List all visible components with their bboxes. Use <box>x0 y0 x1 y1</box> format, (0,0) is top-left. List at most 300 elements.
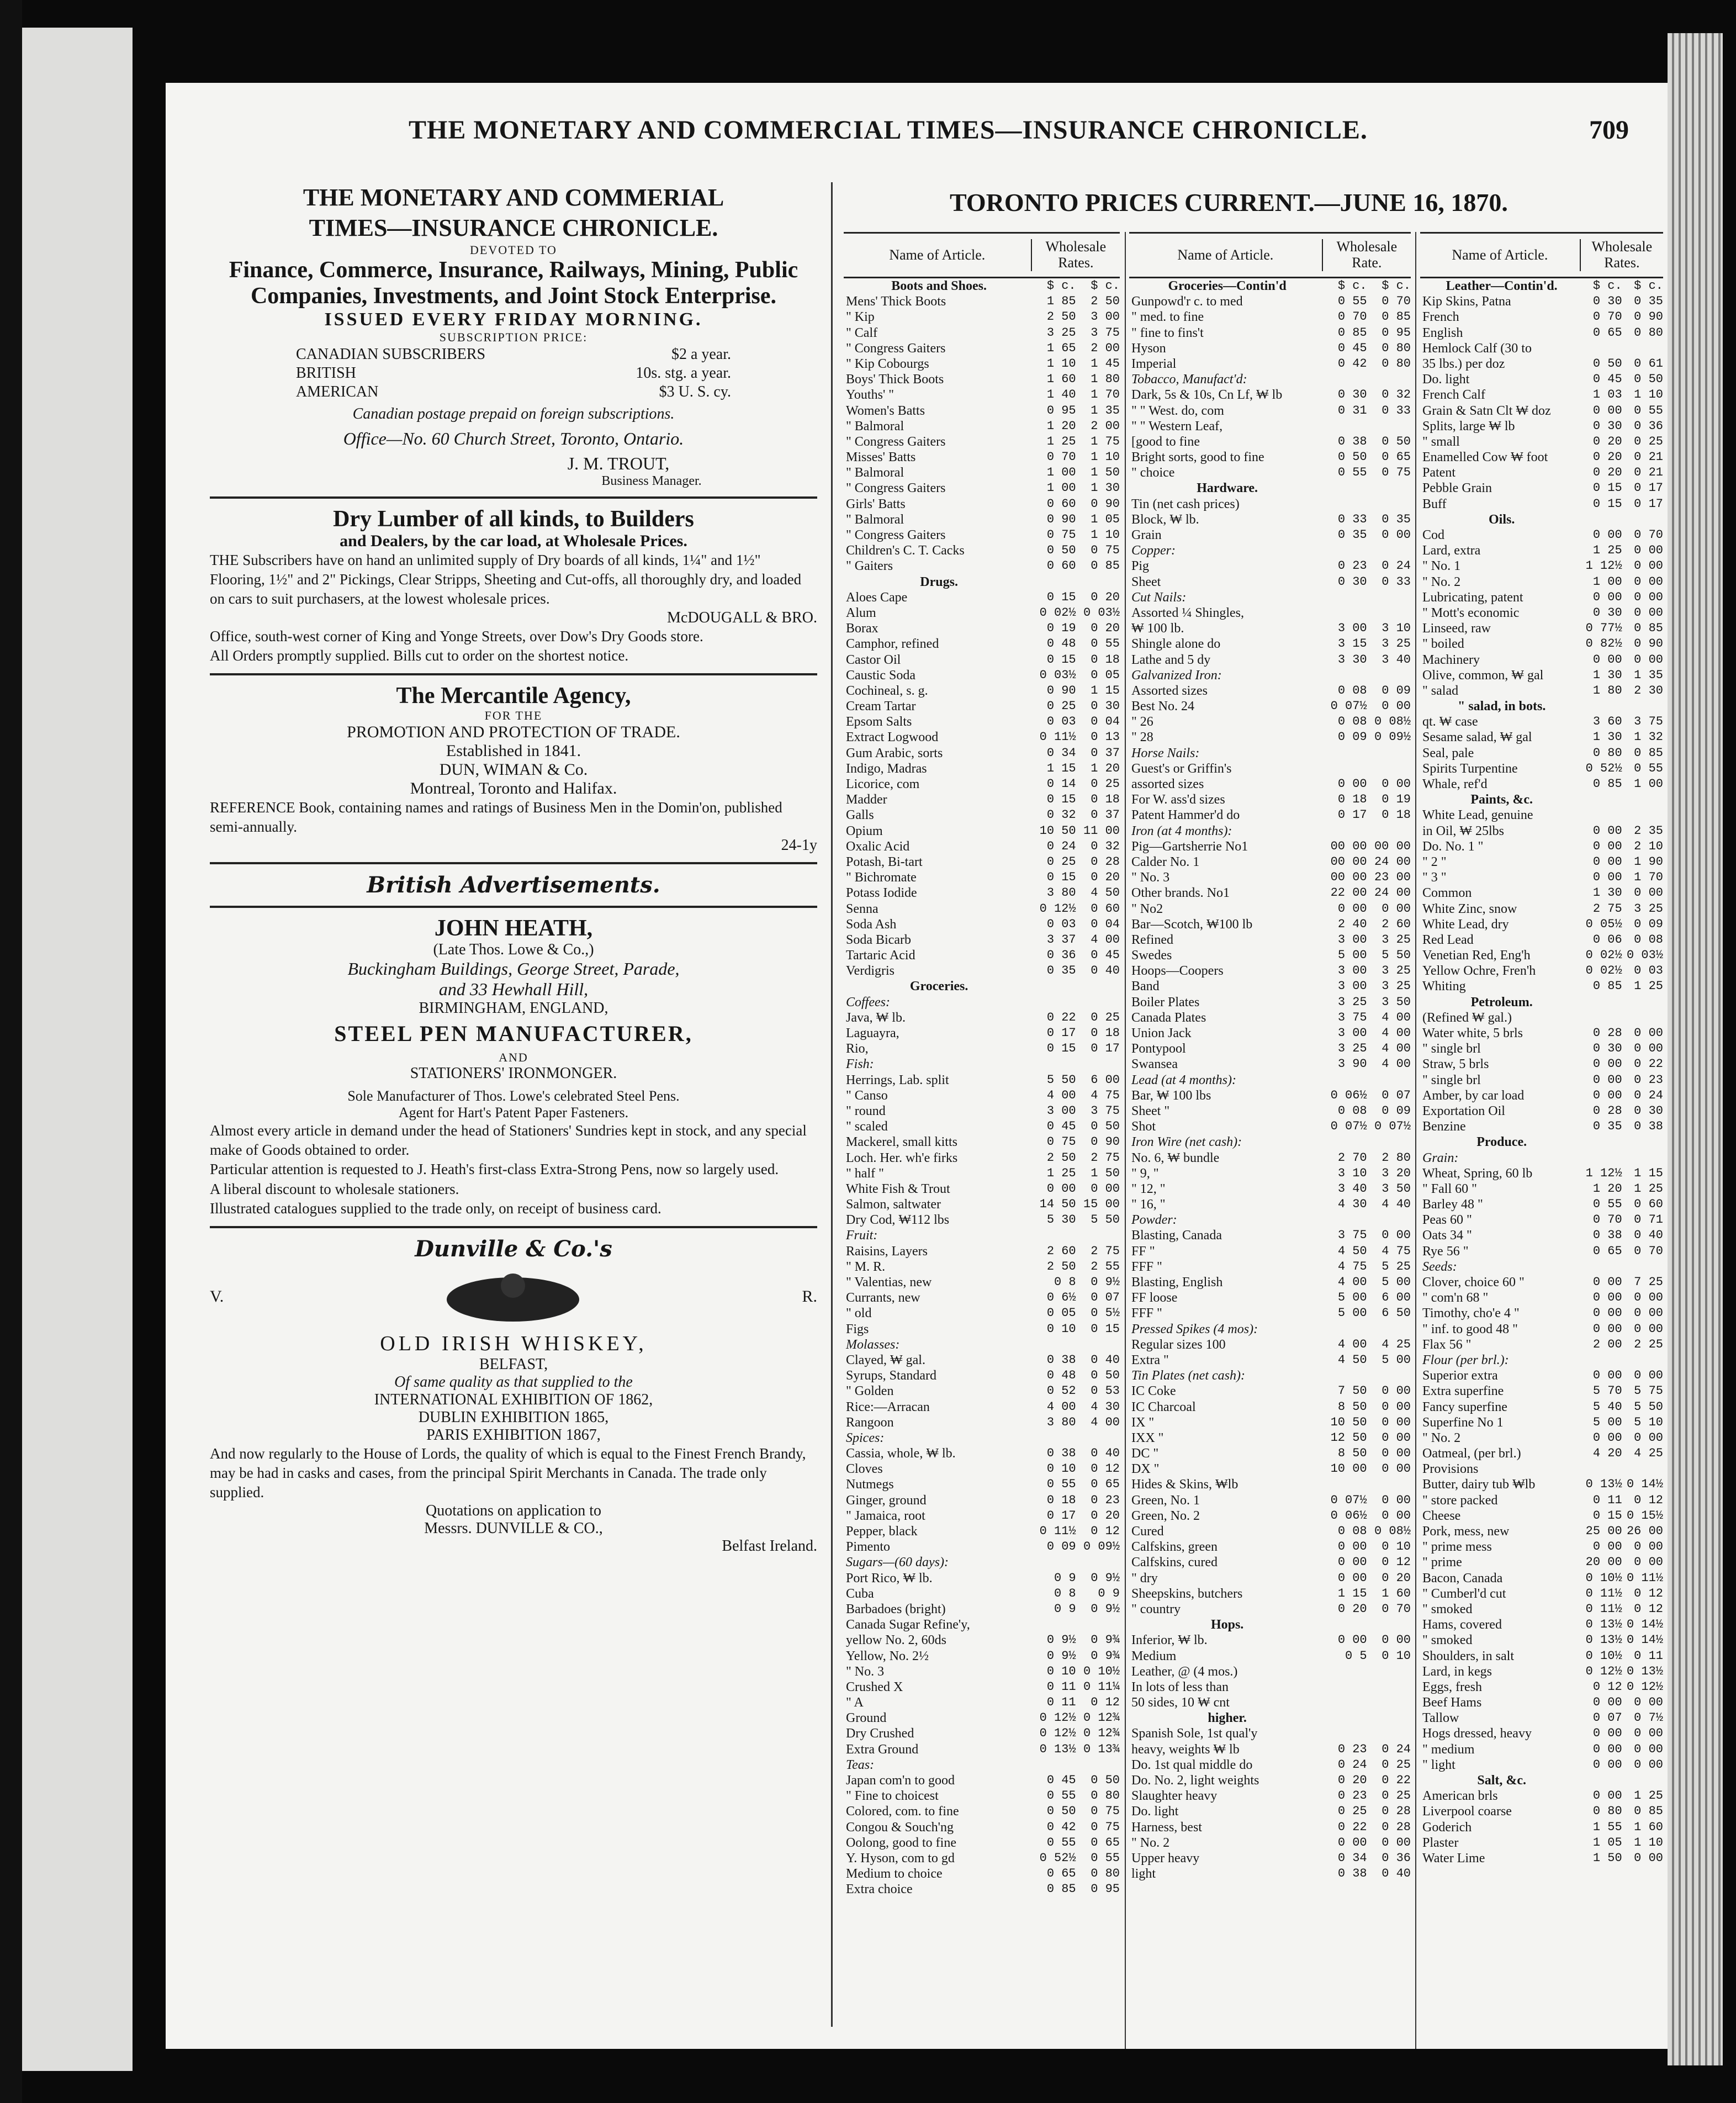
price-high: 0 00 <box>1634 1291 1663 1305</box>
price-low: 3 10 <box>1337 1166 1367 1180</box>
price-column-2 <box>1129 232 1411 2043</box>
article-name: Hogs dressed, heavy <box>1422 1726 1532 1741</box>
article-name: " Mott's economic <box>1422 605 1520 620</box>
article-name: Linseed, raw <box>1422 621 1491 636</box>
price-low: 0 23 <box>1337 1789 1367 1803</box>
article-name: Mackerel, small kitts <box>846 1135 957 1150</box>
article-name: Clover, choice 60 " <box>1422 1275 1525 1290</box>
letter-v: V. <box>210 1287 224 1306</box>
price-low: 0 20 <box>1592 434 1622 448</box>
price-high: 1 35 <box>1634 668 1663 682</box>
article-name: Herrings, Lab. split <box>846 1072 949 1087</box>
price-high: 0 12¾ <box>1083 1726 1120 1741</box>
price-low: 0 00 <box>1592 823 1622 838</box>
price-high: 0 20 <box>1382 1571 1411 1585</box>
article-name: Pig—Gartsherrie No1 <box>1131 839 1248 854</box>
article-name: In lots of less than <box>1131 1679 1229 1694</box>
agency-headline: The Mercantile Agency, <box>396 683 631 709</box>
price-low: 0 48 <box>1046 1368 1076 1383</box>
price-row <box>1129 1119 1411 1134</box>
price-high: 0 07 <box>1382 1088 1411 1102</box>
price-high: 0 28 <box>1382 1820 1411 1834</box>
price-high: 1 25 <box>1634 1789 1663 1803</box>
price-low: 0 15 <box>1046 590 1076 604</box>
article-name: Salmon, saltwater <box>846 1197 941 1212</box>
price-row <box>1129 1088 1411 1103</box>
price-row <box>844 356 1120 372</box>
price-row <box>1420 512 1663 527</box>
price-high: 0 10 <box>1382 1648 1411 1663</box>
price-low: 0 11 <box>1046 1679 1076 1694</box>
price-row <box>1129 1166 1411 1181</box>
price-row <box>844 1166 1120 1181</box>
article-name: Calfskins, cured <box>1131 1555 1218 1570</box>
price-low: 1 10 <box>1046 356 1076 371</box>
article-name: Syrups, Standard <box>846 1368 936 1383</box>
price-high: 0 9¾ <box>1091 1633 1120 1647</box>
price-low: 0 00 <box>1592 1726 1622 1741</box>
price-low: 3 00 <box>1337 1026 1367 1040</box>
article-name: " inf. to good 48 " <box>1422 1322 1518 1336</box>
price-low: 0 52½ <box>1585 761 1622 775</box>
article-name: 35 lbs.) per doz <box>1422 356 1505 371</box>
price-high: 4 30 <box>1091 1399 1120 1414</box>
article-name: Bacon, Canada <box>1422 1571 1503 1586</box>
price-high: 3 75 <box>1091 325 1120 340</box>
article-name: Tin Plates (net cash): <box>1131 1368 1245 1383</box>
article-name: " com'n 68 " <box>1422 1291 1489 1306</box>
price-low: 0 00 <box>1592 1540 1622 1554</box>
price-row <box>1129 1508 1411 1524</box>
price-low <box>1032 1555 1076 1570</box>
price-low: 1 03 <box>1592 388 1622 402</box>
lumber-headline: Dry Lumber of all kinds, to Builders <box>333 506 694 532</box>
price-low: 0 05 <box>1046 1306 1076 1320</box>
article-name: FF " <box>1131 1244 1155 1259</box>
price-high: 6 00 <box>1382 1291 1411 1305</box>
article-name: Do. 1st qual middle do <box>1131 1757 1253 1772</box>
article-name: Buff <box>1422 496 1447 511</box>
article-name: Girls' Batts <box>846 496 906 511</box>
price-low: 1 12½ <box>1585 559 1622 573</box>
price-low: 0 30 <box>1592 605 1622 620</box>
price-high <box>1076 1056 1120 1072</box>
article-name: White Fish & Trout <box>846 1181 950 1196</box>
price-row <box>844 419 1120 434</box>
price-low: 0 07½ <box>1330 1119 1367 1134</box>
article-name: " Bichromate <box>846 870 917 885</box>
running-title: THE MONETARY AND COMMERCIAL TIMES—INSURANCE CHRONICLE. <box>409 115 1368 145</box>
price-high: 1 60 <box>1382 1586 1411 1600</box>
price-high: 0 00 <box>1634 605 1663 620</box>
article-name: " " Western Leaf, <box>1131 419 1223 434</box>
article-name: Coffees: <box>846 995 890 1010</box>
article-name: Powder: <box>1131 1213 1177 1228</box>
price-row <box>1129 870 1411 885</box>
price-row <box>1129 574 1411 590</box>
price-low: 0 30 <box>1337 574 1367 589</box>
price-row <box>1129 1477 1411 1492</box>
price-high: 4 00 <box>1382 1057 1411 1071</box>
article-name: " store packed <box>1422 1493 1498 1508</box>
article-name: Extra superfine <box>1422 1384 1504 1399</box>
price-low: 0 15 <box>1046 1042 1076 1056</box>
subscription-price: $2 a year. <box>671 346 731 363</box>
price-high: 0 13½ <box>1626 1664 1663 1678</box>
price-high: 3 25 <box>1382 964 1411 978</box>
price-high: 4 00 <box>1382 1026 1411 1040</box>
price-high: 0 11 <box>1634 1648 1663 1663</box>
price-low <box>1323 1664 1367 1679</box>
price-low: 0 07½ <box>1330 1493 1367 1507</box>
price-low: 0 08 <box>1337 683 1367 698</box>
price-high: 0 12½ <box>1626 1679 1663 1694</box>
price-row <box>1129 325 1411 341</box>
price-low: 0 55 <box>1337 294 1367 309</box>
article-name: Cochineal, s. g. <box>846 683 928 698</box>
article-name: Sheet " <box>1131 1103 1170 1118</box>
article-name: Upper heavy <box>1131 1851 1200 1866</box>
article-name: Swedes <box>1131 948 1172 963</box>
article-name: Boys' Thick Boots <box>846 372 944 387</box>
price-low: 0 34 <box>1337 1851 1367 1865</box>
article-name: Fish: <box>846 1057 874 1072</box>
price-high: 0 55 <box>1091 1851 1120 1865</box>
price-row <box>1420 1430 1663 1446</box>
price-row <box>1420 1461 1663 1477</box>
price-row <box>1129 294 1411 309</box>
price-high: 0 80 <box>1091 1867 1120 1881</box>
price-low <box>1323 761 1367 776</box>
price-high: 1 15 <box>1634 1166 1663 1180</box>
price-row <box>844 1259 1120 1275</box>
price-high: 3 25 <box>1382 932 1411 947</box>
price-low <box>1581 1461 1622 1477</box>
price-low: 1 25 <box>1592 543 1622 558</box>
article-name: Petroleum. <box>1470 995 1533 1010</box>
article-name: Blasting, Canada <box>1131 1228 1222 1243</box>
article-name: Peas 60 " <box>1422 1213 1472 1228</box>
price-row <box>844 854 1120 870</box>
article-name: FFF " <box>1131 1306 1162 1321</box>
price-low: 1 85 <box>1046 294 1076 309</box>
price-row <box>1129 1851 1411 1866</box>
price-row <box>1129 1866 1411 1882</box>
price-low: 2 00 <box>1592 1337 1622 1351</box>
article-name: Timothy, cho'e 4 " <box>1422 1306 1520 1321</box>
article-name: " 26 <box>1131 715 1153 730</box>
price-low: 1 00 <box>1592 574 1622 589</box>
price-high <box>1622 1150 1663 1166</box>
price-row <box>1129 278 1411 294</box>
price-row <box>1129 917 1411 932</box>
price-high: 0 85 <box>1634 621 1663 636</box>
price-row <box>1129 450 1411 465</box>
article-name: " prime mess <box>1422 1540 1492 1555</box>
price-high: 0 53 <box>1091 1384 1120 1398</box>
price-high: 0 00 <box>1634 1726 1663 1741</box>
price-low: 0 70 <box>1592 1213 1622 1227</box>
price-row <box>1129 1679 1411 1695</box>
price-row <box>1420 948 1663 963</box>
price-row <box>1129 1617 1411 1632</box>
price-high: 11 00 <box>1083 823 1120 838</box>
price-low: 2 75 <box>1592 901 1622 916</box>
price-low: 0 12½ <box>1039 1726 1076 1741</box>
price-low: 0 19 <box>1046 621 1076 636</box>
article-name: " smoked <box>1422 1602 1473 1616</box>
article-name: Castor Oil <box>846 652 901 667</box>
article-name: [good to fine <box>1131 434 1200 449</box>
article-name: Assorted sizes <box>1131 683 1208 698</box>
price-row <box>1129 543 1411 558</box>
article-name: No. 6, ₩ bundle <box>1131 1150 1220 1165</box>
price-row <box>844 1010 1120 1026</box>
price-high: 0 12¾ <box>1083 1711 1120 1725</box>
price-high <box>1622 1461 1663 1477</box>
price-high: 5 75 <box>1634 1384 1663 1398</box>
price-high: 0 9½ <box>1091 1571 1120 1585</box>
price-low: 0 55 <box>1046 1835 1076 1850</box>
price-low: 0 30 <box>1592 419 1622 433</box>
price-high <box>1076 1337 1120 1352</box>
price-header <box>1420 232 1663 278</box>
price-low: 0 5 <box>1345 1648 1367 1663</box>
price-low <box>1581 1773 1622 1788</box>
article-name: Calfskins, green <box>1131 1540 1218 1555</box>
price-row <box>1420 1212 1663 1228</box>
price-high: 0 18 <box>1382 808 1411 822</box>
lumber-body: THE Subscribers have on hand an unlimited supply of Dry boards of all kinds, 1¼" and 1½" Flooring, 1½" and 2" Pickings, Clear Stripps, Sheeting and Cut-offs, all thoroughly dry, and loaded on cars to suit purchasers, at the lowest wholesale prices. <box>210 552 802 607</box>
article-name: Raisins, Layers <box>846 1244 928 1259</box>
price-row <box>1129 480 1411 496</box>
price-row <box>844 1602 1120 1617</box>
price-high: 0 30 <box>1091 699 1120 714</box>
price-row <box>1420 746 1663 761</box>
price-low: $ c. <box>1592 279 1622 293</box>
price-high: 0 75 <box>1382 466 1411 480</box>
price-high: 0 9½ <box>1091 1275 1120 1289</box>
price-row <box>844 465 1120 480</box>
price-low <box>1032 1337 1076 1352</box>
article-name: DC " <box>1131 1446 1159 1461</box>
price-row <box>1420 403 1663 419</box>
price-row <box>1420 1134 1663 1150</box>
price-low: 25 00 <box>1585 1524 1622 1538</box>
price-low: 4 00 <box>1337 1337 1367 1351</box>
price-low: 0 38 <box>1337 434 1367 448</box>
article-name: Lard, in kegs <box>1422 1664 1492 1679</box>
price-row <box>1129 1648 1411 1664</box>
article-name: Kip Skins, Patna <box>1422 294 1511 309</box>
price-row <box>1129 1056 1411 1072</box>
price-high: 2 25 <box>1634 1337 1663 1351</box>
price-row <box>844 714 1120 730</box>
dunville-messrs: Messrs. DUNVILLE & CO., <box>424 1520 603 1537</box>
price-row <box>844 1322 1120 1337</box>
price-row <box>844 1820 1120 1835</box>
price-low: 0 18 <box>1337 792 1367 807</box>
article-name: Alum <box>846 605 876 620</box>
price-low: 3 75 <box>1337 1228 1367 1243</box>
price-row <box>1420 605 1663 621</box>
price-high <box>1076 979 1120 994</box>
article-name: " Canso <box>846 1088 888 1103</box>
price-high: 0 08½ <box>1374 715 1411 729</box>
article-name: Tin (net cash prices) <box>1131 496 1240 511</box>
price-high: 0 00 <box>1382 1415 1411 1429</box>
price-low: 0 03 <box>1046 917 1076 931</box>
article-name: Groceries—Contin'd <box>1168 279 1287 293</box>
price-low: 1 30 <box>1592 668 1622 682</box>
price-low: 0 17 <box>1046 1508 1076 1523</box>
price-high: 3 25 <box>1382 979 1411 994</box>
price-high: 0 55 <box>1091 637 1120 651</box>
price-low: 0 55 <box>1046 1789 1076 1803</box>
price-high: 0 7½ <box>1634 1711 1663 1725</box>
price-high: 15 00 <box>1083 1197 1120 1212</box>
price-row <box>1129 1134 1411 1150</box>
price-row <box>844 403 1120 419</box>
article-name: Lard, extra <box>1422 543 1481 558</box>
price-low: 0 08 <box>1337 1524 1367 1538</box>
article-name: Colored, com. to fine <box>846 1804 959 1819</box>
price-row <box>844 839 1120 854</box>
price-row <box>1129 1788 1411 1804</box>
price-row <box>1420 823 1663 839</box>
price-high: 0 00 <box>1634 652 1663 667</box>
article-name: " prime <box>1422 1555 1462 1570</box>
price-low: 0 11½ <box>1039 730 1076 744</box>
price-low: 0 42 <box>1046 1820 1076 1834</box>
price-low: 0 33 <box>1337 512 1367 526</box>
article-name: Borax <box>846 621 878 636</box>
price-row <box>844 1804 1120 1819</box>
price-high <box>1622 512 1663 527</box>
price-low <box>1581 341 1622 356</box>
price-low: 0 70 <box>1337 310 1367 324</box>
price-row <box>844 1244 1120 1259</box>
article-name: " choice <box>1131 466 1175 480</box>
article-name: Hides & Skins, ₩lb <box>1131 1477 1239 1492</box>
price-low <box>1581 1134 1622 1150</box>
article-name: Hardware. <box>1197 481 1258 496</box>
price-row <box>844 574 1120 590</box>
article-name: " half " <box>846 1166 884 1181</box>
price-high: 0 50 <box>1091 1368 1120 1383</box>
price-low: 0 00 <box>1592 1430 1622 1445</box>
article-name: Extract Logwood <box>846 730 939 745</box>
price-row <box>1129 527 1411 543</box>
price-row <box>1129 387 1411 403</box>
article-name: Flour (per brl.): <box>1422 1352 1509 1367</box>
price-row <box>844 543 1120 558</box>
price-low: 1 50 <box>1592 1851 1622 1865</box>
article-name: Blasting, English <box>1131 1275 1223 1290</box>
price-row <box>1420 1742 1663 1757</box>
price-high: 0 23 <box>1634 1072 1663 1087</box>
article-name: Spices: <box>846 1430 885 1445</box>
price-row <box>844 885 1120 901</box>
price-high: 0 07½ <box>1374 1119 1411 1134</box>
price-high: 0 12 <box>1634 1493 1663 1507</box>
price-high: 0 60 <box>1091 901 1120 916</box>
price-row <box>1420 1586 1663 1602</box>
price-low: 12 50 <box>1330 1430 1367 1445</box>
article-name: Clayed, ₩ gal. <box>846 1352 925 1367</box>
price-high: 0 45 <box>1091 948 1120 963</box>
price-high: 0 50 <box>1091 1773 1120 1787</box>
price-low: 00 00 <box>1330 854 1367 869</box>
price-high <box>1622 807 1663 823</box>
price-high: 2 55 <box>1091 1259 1120 1274</box>
price-row <box>844 823 1120 839</box>
price-low: 4 50 <box>1337 1352 1367 1367</box>
price-low: 0 28 <box>1592 1103 1622 1118</box>
article-name: Barbadoes (bright) <box>846 1602 946 1616</box>
article-name: Oatmeal, (per brl.) <box>1422 1446 1521 1461</box>
price-low: 0 00 <box>1046 1181 1076 1196</box>
price-low: 3 60 <box>1592 715 1622 729</box>
article-name: Cassia, whole, ₩ lb. <box>846 1446 956 1461</box>
article-name: " salad <box>1422 683 1459 698</box>
article-name: Bright sorts, good to fine <box>1131 450 1264 465</box>
price-row <box>844 434 1120 450</box>
article-name: " country <box>1131 1602 1181 1616</box>
price-row <box>1420 294 1663 309</box>
price-low: 22 00 <box>1330 886 1367 900</box>
heath-name: JOHN HEATH, <box>434 916 593 942</box>
article-name: Canada Plates <box>1131 1010 1206 1025</box>
manager-name: J. M. TROUT, <box>567 453 670 474</box>
price-high: 4 25 <box>1634 1446 1663 1461</box>
article-name: Grain & Satn Clt ₩ doz <box>1422 403 1551 418</box>
article-name: Currants, new <box>846 1291 920 1306</box>
price-high: 0 33 <box>1382 403 1411 418</box>
article-name: Port Rico, ₩ lb. <box>846 1571 933 1586</box>
article-name: Pepper, black <box>846 1524 918 1539</box>
article-name: " boiled <box>1422 637 1464 652</box>
price-row <box>1129 496 1411 512</box>
article-name: Machinery <box>1422 652 1480 667</box>
article-name: Opium <box>846 823 883 838</box>
price-high: 4 75 <box>1382 1244 1411 1258</box>
article-name: Lubricating, patent <box>1422 590 1523 605</box>
article-name: Potash, Bi-tart <box>846 854 923 869</box>
price-row <box>844 1072 1120 1088</box>
price-high: 0 90 <box>1091 496 1120 511</box>
price-row <box>1129 1290 1411 1306</box>
article-name: Extra " <box>1131 1352 1169 1367</box>
price-high: 3 25 <box>1382 637 1411 651</box>
price-high <box>1367 1368 1411 1383</box>
price-low <box>1323 590 1367 605</box>
article-name: Beef Hams <box>1422 1695 1482 1710</box>
price-high <box>1367 1072 1411 1088</box>
article-name: Drugs. <box>920 574 958 589</box>
lumber-office: Office, south-west corner of King and Yonge Streets, over Dow's Dry Goods store. <box>210 627 703 644</box>
article-name: Shot <box>1131 1119 1156 1134</box>
price-row <box>1420 1788 1663 1804</box>
price-high: 1 60 <box>1634 1820 1663 1834</box>
price-row <box>1129 1539 1411 1555</box>
price-low: 1 15 <box>1046 761 1076 775</box>
price-high: 5 50 <box>1634 1399 1663 1414</box>
price-high: 0 37 <box>1091 808 1120 822</box>
price-row <box>1420 1804 1663 1819</box>
price-high <box>1622 699 1663 714</box>
price-low: 0 10½ <box>1585 1571 1622 1585</box>
